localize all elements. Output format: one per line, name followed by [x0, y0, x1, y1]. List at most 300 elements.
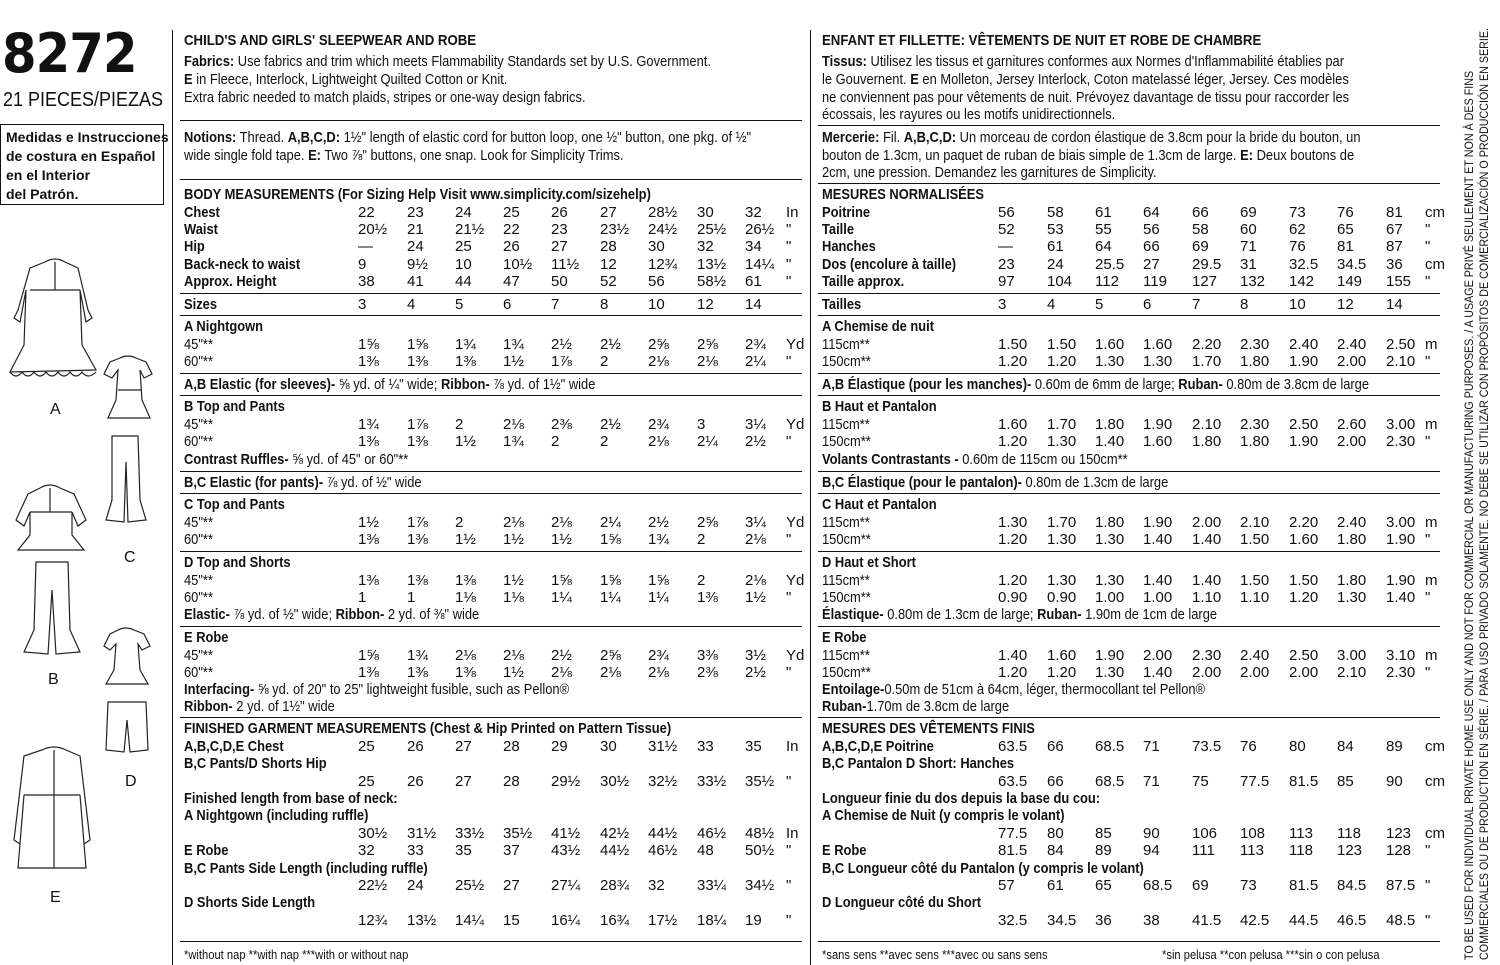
text-fragment: B,C Pants Side Length (including ruffle)	[184, 860, 428, 877]
row-value: 56	[1143, 221, 1160, 238]
row-value: 52	[998, 221, 1015, 238]
row-value: 1⅜	[455, 572, 476, 589]
footnote-french: *sans sens **avec sens ***avec ou sans sens	[822, 947, 1048, 962]
finished-row	[184, 825, 806, 843]
row-value: 1½	[503, 531, 524, 548]
row-value: 33	[697, 738, 714, 755]
text-fragment: Interfacing-	[184, 681, 255, 698]
row-value: 2⅛	[648, 353, 669, 370]
notion-line	[184, 606, 479, 624]
row-value: 6	[1143, 296, 1152, 313]
row-value: 1.30	[1337, 589, 1367, 606]
row-unit: Yd	[786, 416, 805, 433]
row-value: 38	[358, 273, 375, 290]
row-value: 23	[551, 221, 568, 238]
pattern-number: 8272	[2, 22, 137, 85]
row-label: Taille	[822, 221, 855, 238]
row-value: 1.90	[1289, 433, 1319, 450]
figure-label-c: C	[124, 549, 136, 566]
row-value: 36	[1095, 912, 1112, 929]
text-fragment: ⅝ yd. of ¼" wide;	[335, 376, 441, 393]
text-fragment: Volants Contrastants -	[822, 451, 959, 468]
row-value: 29.5	[1192, 256, 1222, 273]
text-fragment: A,B Élastique (pour les manches)-	[822, 376, 1032, 393]
sketch-top-b	[104, 356, 152, 418]
text-fragment: E	[184, 71, 193, 88]
row-value: 2⅛	[551, 514, 572, 531]
tissus-line	[822, 71, 1349, 89]
row-value: 12	[1337, 296, 1354, 313]
section-rule	[180, 626, 802, 627]
row-value: 28	[503, 738, 520, 755]
row-unit: Yd	[786, 336, 805, 353]
text-fragment: E	[910, 71, 919, 88]
row-value: 30	[697, 204, 714, 221]
row-value: 1.40	[1143, 664, 1173, 681]
notion-line	[822, 376, 1369, 394]
row-value: 41.5	[1192, 912, 1222, 929]
body-measurements-title	[822, 186, 984, 204]
row-value: 1.30	[1095, 572, 1125, 589]
row-value: 12¾	[358, 912, 388, 929]
row-value: 1.20	[998, 353, 1028, 370]
row-value: 2.00	[1337, 433, 1367, 450]
row-value: 1.40	[1095, 433, 1125, 450]
sketch-nightgown-a	[10, 259, 96, 376]
row-label: 45"**	[184, 514, 213, 531]
row-value: 85	[1095, 825, 1112, 842]
row-label: 60"**	[184, 433, 213, 450]
garment-sketches	[0, 250, 168, 950]
row-value: 10½	[503, 256, 533, 273]
text-fragment: ⅝ yd. of 20" to 25" lightweight fusible, such as Pellon®	[254, 681, 570, 698]
yardage-row	[822, 353, 1444, 371]
row-value: 1	[407, 589, 416, 606]
text-fragment: A,B,C,D:	[287, 129, 341, 146]
row-value: 32	[745, 204, 762, 221]
row-value: 1.80	[1240, 433, 1270, 450]
text-fragment: in Fleece, Interlock, Lightweight Quilted Cotton or Knit.	[192, 71, 508, 88]
text-fragment: A,B,C,D:	[903, 129, 957, 146]
row-value: 43½	[551, 842, 581, 859]
yardage-row	[822, 647, 1444, 665]
row-label: Poitrine	[822, 204, 871, 221]
text-fragment: 0.80m de 1.3cm de large;	[883, 606, 1038, 623]
row-value: 81.5	[1289, 877, 1319, 894]
row-value: 1.60	[1095, 336, 1125, 353]
row-value: 48½	[745, 825, 775, 842]
row-value: 1⅜	[407, 433, 428, 450]
left-divider	[172, 30, 173, 965]
notion-line	[184, 474, 422, 492]
row-value: 2⅛	[697, 353, 718, 370]
row-value: 1.30	[1143, 353, 1173, 370]
row-value: 1.50	[1240, 572, 1270, 589]
row-value: 1½	[503, 572, 524, 589]
row-value: 1.60	[1143, 336, 1173, 353]
row-value: 1⅛	[455, 589, 476, 606]
finished-title	[184, 720, 671, 738]
row-value: 63.5	[998, 773, 1028, 790]
row-value: 2	[697, 572, 706, 589]
row-value: 2⅝	[697, 336, 718, 353]
row-value: 37	[503, 842, 520, 859]
yardage-row	[822, 664, 1444, 682]
row-label: 60"**	[184, 531, 213, 548]
row-value: 34.5	[1337, 256, 1367, 273]
text-fragment: 0.50m de 51cm à 64cm, léger, thermocollant tel Pellon®	[884, 681, 1206, 698]
row-value: 9½	[407, 256, 428, 273]
figure-label-a: A	[50, 401, 61, 418]
row-unit: "	[786, 238, 792, 255]
row-value: 6	[503, 296, 512, 313]
text-fragment: Notions:	[184, 129, 237, 146]
text-fragment: ne conviennent pas pour vêtements de nuit. Prévoyez davantage de tissu pour raccorder les	[822, 89, 1350, 106]
row-unit: m	[1425, 572, 1438, 589]
row-value: 77.5	[998, 825, 1028, 842]
row-unit: Yd	[786, 647, 805, 664]
section-rule	[818, 626, 1440, 627]
text-fragment: Ruban-	[822, 698, 867, 715]
row-unit: "	[786, 589, 792, 606]
text-fragment: Ribbon-	[184, 698, 233, 715]
row-value: 10	[455, 256, 472, 273]
text-fragment: ⅞ yd. of 1½" wide	[489, 376, 596, 393]
row-value: 0.90	[998, 589, 1028, 606]
row-label: Taille approx.	[822, 273, 905, 290]
row-value: 1⅜	[358, 433, 379, 450]
text-fragment: en Molleton, Jersey Interlock, Coton matelassé léger, Jersey. Ces modèles	[918, 71, 1349, 88]
row-value: 2	[455, 514, 464, 531]
section-rule	[180, 373, 802, 374]
row-value: 67	[1386, 221, 1403, 238]
row-value: 3	[998, 296, 1007, 313]
row-value: 14¼	[455, 912, 485, 929]
row-label: 60"**	[184, 589, 213, 606]
row-value: 3	[697, 416, 706, 433]
row-unit: cm	[1425, 738, 1445, 755]
row-value: 29½	[551, 773, 581, 790]
yardage-row	[822, 433, 1444, 451]
row-value: 14	[745, 296, 762, 313]
row-value: 7	[551, 296, 560, 313]
section-title	[184, 32, 476, 50]
row-value: 26	[551, 204, 568, 221]
section-rule	[818, 293, 1440, 294]
text-fragment: Entoilage-	[822, 681, 885, 698]
row-value: 32	[697, 238, 714, 255]
row-value: 2.00	[1192, 514, 1222, 531]
row-value: 34	[745, 238, 762, 255]
row-value: 81.5	[998, 842, 1028, 859]
row-unit: cm	[1425, 773, 1445, 790]
row-value: 81.5	[1289, 773, 1319, 790]
row-value: 65	[1337, 221, 1354, 238]
row-value: 1⅝	[600, 572, 621, 589]
text-fragment: wide single fold tape.	[184, 147, 309, 164]
row-value: 1½	[455, 531, 476, 548]
row-value: 1.40	[998, 647, 1028, 664]
row-value: 18¼	[697, 912, 727, 929]
row-value: 12	[697, 296, 714, 313]
row-value: 20½	[358, 221, 388, 238]
row-value: 2.50	[1386, 336, 1416, 353]
row-unit: "	[1425, 531, 1431, 548]
row-value: 2⅛	[745, 572, 766, 589]
row-value: 1¾	[648, 531, 669, 548]
row-value: 1⅝	[358, 336, 379, 353]
row-value: 60	[1240, 221, 1257, 238]
row-value: 8	[1240, 296, 1249, 313]
row-value: 2.00	[1143, 647, 1173, 664]
view-title	[184, 629, 228, 647]
row-value: 14¼	[745, 256, 775, 273]
row-value: 1⅝	[648, 572, 669, 589]
text-fragment: A,B Elastic (for sleeves)-	[184, 376, 336, 393]
row-value: 1⅜	[407, 353, 428, 370]
view-title	[184, 554, 291, 572]
section-rule	[180, 471, 802, 472]
row-value: 80	[1047, 825, 1064, 842]
row-value: 12	[600, 256, 617, 273]
row-value: 22	[503, 221, 520, 238]
row-value: 14	[1386, 296, 1403, 313]
row-value: 76	[1240, 738, 1257, 755]
view-title	[184, 398, 285, 416]
row-value: 1⅝	[600, 531, 621, 548]
row-value: 62	[1289, 221, 1306, 238]
row-unit: cm	[1425, 825, 1445, 842]
row-value: 53	[1047, 221, 1064, 238]
text-fragment: A Nightgown (including ruffle)	[184, 807, 369, 824]
row-value: 2½	[600, 416, 621, 433]
finished-label	[184, 807, 368, 825]
row-value: 1.90	[1143, 416, 1173, 433]
row-value: 2⅛	[551, 664, 572, 681]
row-value: 1.80	[1240, 353, 1270, 370]
row-value: 1.80	[1095, 514, 1125, 531]
row-value: 1.30	[1095, 353, 1125, 370]
row-value: 1.90	[1095, 647, 1125, 664]
text-fragment: 0.60m de 6mm de large;	[1031, 376, 1179, 393]
row-value: 24	[407, 238, 424, 255]
body-row	[822, 256, 1444, 274]
row-value: 46½	[648, 842, 678, 859]
row-value: 1⅜	[358, 572, 379, 589]
row-label: Hanches	[822, 238, 876, 255]
row-value: 1.90	[1386, 572, 1416, 589]
view-title	[822, 496, 937, 514]
row-value: 32	[358, 842, 375, 859]
text-fragment: Ribbon-	[440, 376, 490, 393]
row-value: 3¼	[745, 416, 766, 433]
body-row	[822, 273, 1444, 291]
row-value: 87	[1386, 238, 1403, 255]
row-value: 1⅜	[358, 531, 379, 548]
row-value: 142	[1289, 273, 1315, 290]
text-fragment: bouton de 1.3cm, un paquet de ruban de biais simple de 1.3cm de large.	[822, 147, 1241, 164]
row-value: 1.40	[1192, 531, 1222, 548]
row-value: 31	[1240, 256, 1257, 273]
finished-label	[822, 860, 1144, 878]
spanish-box-line: Medidas e Instrucciones	[6, 129, 169, 145]
view-title	[184, 318, 263, 336]
row-value: 44½	[600, 842, 630, 859]
row-value: 71	[1143, 773, 1160, 790]
row-value: 35½	[745, 773, 775, 790]
row-value: 2.20	[1192, 336, 1222, 353]
row-value: 13½	[697, 256, 727, 273]
row-value: 24	[407, 877, 424, 894]
view-title	[822, 554, 916, 572]
row-value: 57	[998, 877, 1015, 894]
text-fragment: B Top and Pants	[184, 398, 285, 415]
section-rule	[180, 179, 802, 180]
row-value: 1⅝	[407, 336, 428, 353]
row-value: 32.5	[998, 912, 1028, 929]
yardage-row	[822, 336, 1444, 354]
row-unit: m	[1425, 336, 1438, 353]
row-value: 35	[455, 842, 472, 859]
row-value: 22	[358, 204, 375, 221]
text-fragment: CHILD'S AND GIRLS' SLEEPWEAR AND ROBE	[184, 32, 477, 49]
row-value: 42.5	[1240, 912, 1270, 929]
body-row	[184, 256, 806, 274]
section-rule	[180, 551, 802, 552]
finished-row	[822, 773, 1444, 791]
finished-label	[184, 860, 428, 878]
row-value: 2⅛	[600, 664, 621, 681]
text-fragment: D Shorts Side Length	[184, 894, 316, 911]
section-rule	[180, 293, 802, 294]
text-fragment: Use fabrics and trim which meets Flammability Standards set by U.S. Government.	[234, 53, 711, 70]
row-value: 1.20	[998, 433, 1028, 450]
text-fragment: ⅞ yd. of ½" wide	[323, 474, 422, 491]
row-value: 81	[1337, 238, 1354, 255]
text-fragment: D Longueur côté du Short	[822, 894, 982, 911]
row-value: 26	[407, 773, 424, 790]
row-value: 3.00	[1386, 514, 1416, 531]
row-value: 123	[1386, 825, 1412, 842]
row-value: 68.5	[1143, 877, 1173, 894]
section-rule	[818, 315, 1440, 316]
row-value: 1.20	[1047, 353, 1077, 370]
finished-row	[184, 877, 806, 895]
row-value: 1¾	[455, 336, 476, 353]
row-label: 150cm**	[822, 664, 871, 681]
section-rule	[818, 183, 1440, 184]
text-fragment: ⅞ yd. of ½" wide;	[229, 606, 336, 623]
finished-row	[822, 912, 1444, 930]
yardage-row	[822, 514, 1444, 532]
sketch-shorts-d	[106, 702, 148, 752]
section-rule	[818, 125, 1440, 126]
row-value: 32.5	[1289, 256, 1319, 273]
yardage-row	[184, 647, 806, 665]
row-value: 56	[998, 204, 1015, 221]
row-value: 11½	[551, 256, 580, 273]
row-unit: In	[786, 738, 799, 755]
row-label: Approx. Height	[184, 273, 277, 290]
row-value: 2⅜	[697, 664, 718, 681]
text-fragment: B,C Pantalon D Short: Hanches	[822, 755, 1015, 772]
sizes-row	[184, 296, 806, 314]
row-value: 2⅜	[551, 416, 572, 433]
row-label: 115cm**	[822, 572, 870, 589]
row-value: 2.10	[1386, 353, 1416, 370]
section-rule	[818, 941, 1440, 942]
row-value: 1⅞	[551, 353, 572, 370]
text-fragment: B,C Elastic (for pants)-	[184, 474, 324, 491]
fabrics-line	[184, 53, 711, 71]
row-label: 45"**	[184, 336, 213, 353]
finished-label	[184, 790, 398, 808]
spanish-box-line: de costura en Español	[6, 148, 156, 164]
row-value: 66	[1192, 204, 1209, 221]
notion-line	[822, 451, 1128, 469]
row-unit: "	[786, 221, 792, 238]
row-value: 21½	[455, 221, 485, 238]
row-value: 123	[1337, 842, 1363, 859]
section-rule	[818, 493, 1440, 494]
pieces-count: 21 PIECES/PIEZAS	[3, 89, 164, 111]
row-value: 1.00	[1095, 589, 1125, 606]
row-value: 28	[600, 238, 617, 255]
row-value: 97	[998, 273, 1015, 290]
row-label: 45"**	[184, 416, 213, 433]
row-value: 23	[407, 204, 424, 221]
yardage-row	[822, 572, 1444, 590]
row-value: 26½	[745, 221, 775, 238]
row-value: 61	[745, 273, 762, 290]
sketch-top-d	[104, 628, 150, 684]
row-value: 58	[1192, 221, 1209, 238]
notion-line	[184, 681, 569, 699]
finished-label	[184, 755, 327, 773]
text-fragment: écossais, les rayures ou les motifs unidirectionnels.	[822, 106, 1116, 123]
row-value: 1⅜	[407, 664, 428, 681]
row-value: —	[998, 238, 1013, 255]
text-fragment: E:	[308, 147, 321, 164]
row-value: 1¼	[551, 589, 572, 606]
row-value: 1	[358, 589, 367, 606]
fabrics-line	[184, 71, 507, 89]
finished-row	[822, 738, 1444, 756]
row-value: 90	[1143, 825, 1160, 842]
row-value: 28¾	[600, 877, 630, 894]
row-label: Waist	[184, 221, 218, 238]
row-value: 2	[551, 433, 560, 450]
row-value: 1.40	[1143, 531, 1173, 548]
row-value: 7	[1192, 296, 1201, 313]
notion-line	[184, 451, 408, 469]
section-rule	[180, 315, 802, 316]
row-value: 85	[1337, 773, 1354, 790]
finished-row	[184, 912, 806, 930]
row-value: 81	[1386, 204, 1403, 221]
row-value: 111	[1192, 842, 1215, 859]
row-value: 68.5	[1095, 738, 1125, 755]
sketch-pants-c	[106, 436, 146, 522]
notion-line	[184, 698, 335, 716]
row-unit: "	[1425, 433, 1431, 450]
row-value: 41½	[551, 825, 581, 842]
row-value: 2.40	[1289, 336, 1319, 353]
row-value: 1.30	[1047, 433, 1077, 450]
row-value: 2.30	[1386, 433, 1416, 450]
row-value: 1.70	[1192, 353, 1222, 370]
row-value: 15	[503, 912, 520, 929]
